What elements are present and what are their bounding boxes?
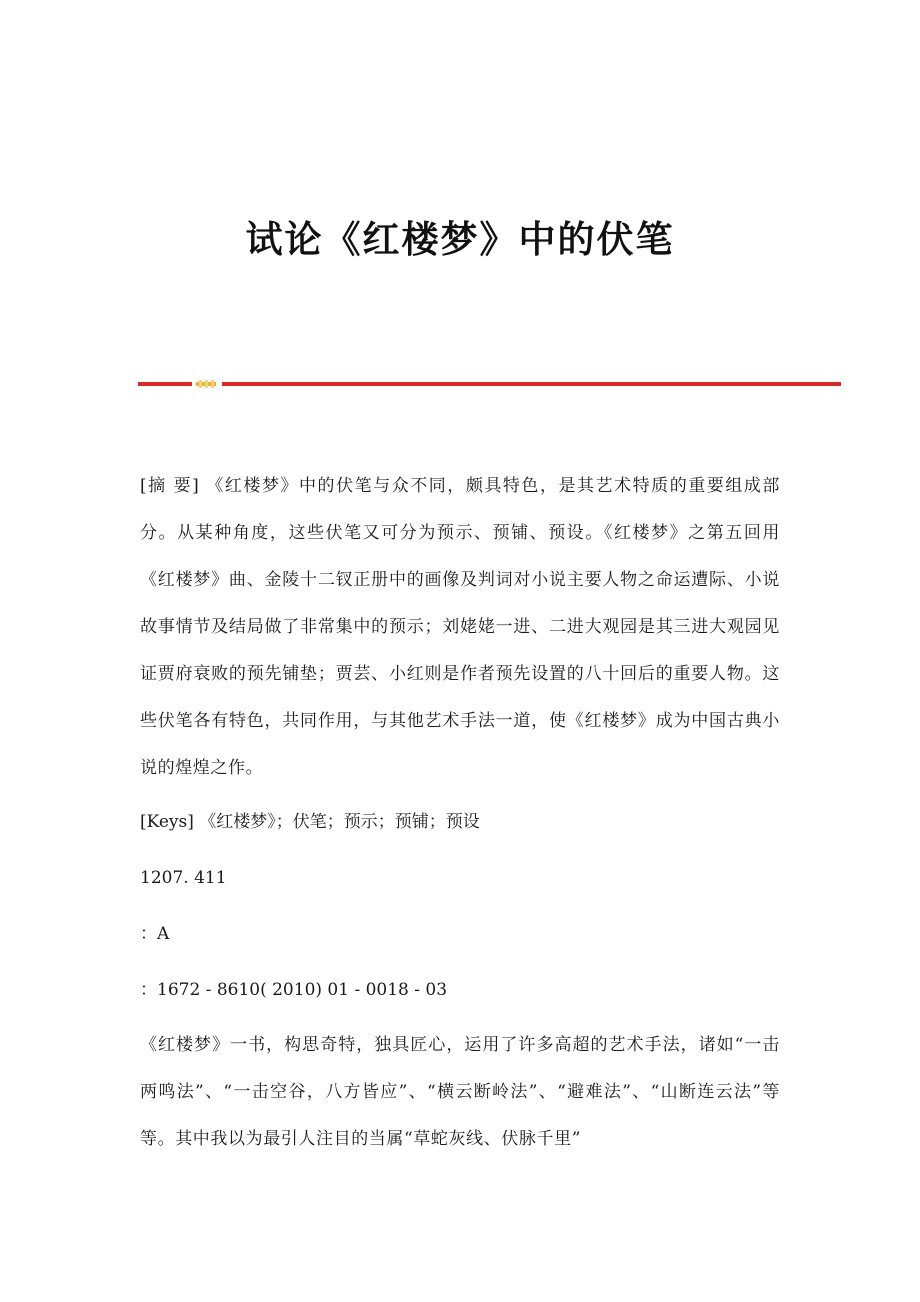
document-code-line: ：A (140, 924, 170, 944)
keywords-line: [Keys] 《红楼梦》；伏笔；预示；预铺；预设 (140, 812, 480, 832)
divider-bar-right (222, 382, 841, 386)
divider-ornament-icon (196, 380, 216, 388)
body-paragraph: 《红楼梦》一书，构思奇特，独具匠心，运用了许多高超的艺术手法，诸如“一击两鸣法”、“一击空谷，八方皆应”、“横云断岭法”、“避难法”、“山断连云法”等等。其中我以为最引人注目的当属“草蛇灰线、伏脉千里” (140, 1035, 780, 1149)
page-title: 试论《红楼梦》中的伏笔 (245, 218, 675, 261)
article-content (140, 463, 780, 1163)
title-divider (138, 380, 841, 388)
clc-number-line: 1207. 411 (140, 868, 227, 888)
abstract-paragraph: [摘 要] 《红楼梦》中的伏笔与众不同，颇具特色，是其艺术特质的重要组成部分。从某种角度，这些伏笔又可分为预示、预铺、预设。《红楼梦》之第五回用《红楼梦》曲、金陵十二钗正册中的画像及判词对小说主要人物之命运遭际、小说故事情节及结局做了非常集中的预示；刘姥姥一进、二进大观园是其三进大观园见证贾府衰败的预先铺垫；贾芸、小红则是作者预先设置的八十回后的重要人物。这些伏笔各有特色，共同作用，与其他艺术手法一道，使《红楼梦》成为中国古典小说的煌煌之作。 (140, 476, 780, 778)
divider-bar-left (138, 382, 192, 386)
article-id-line: ：1672 - 8610( 2010) 01 - 0018 - 03 (140, 980, 448, 1000)
